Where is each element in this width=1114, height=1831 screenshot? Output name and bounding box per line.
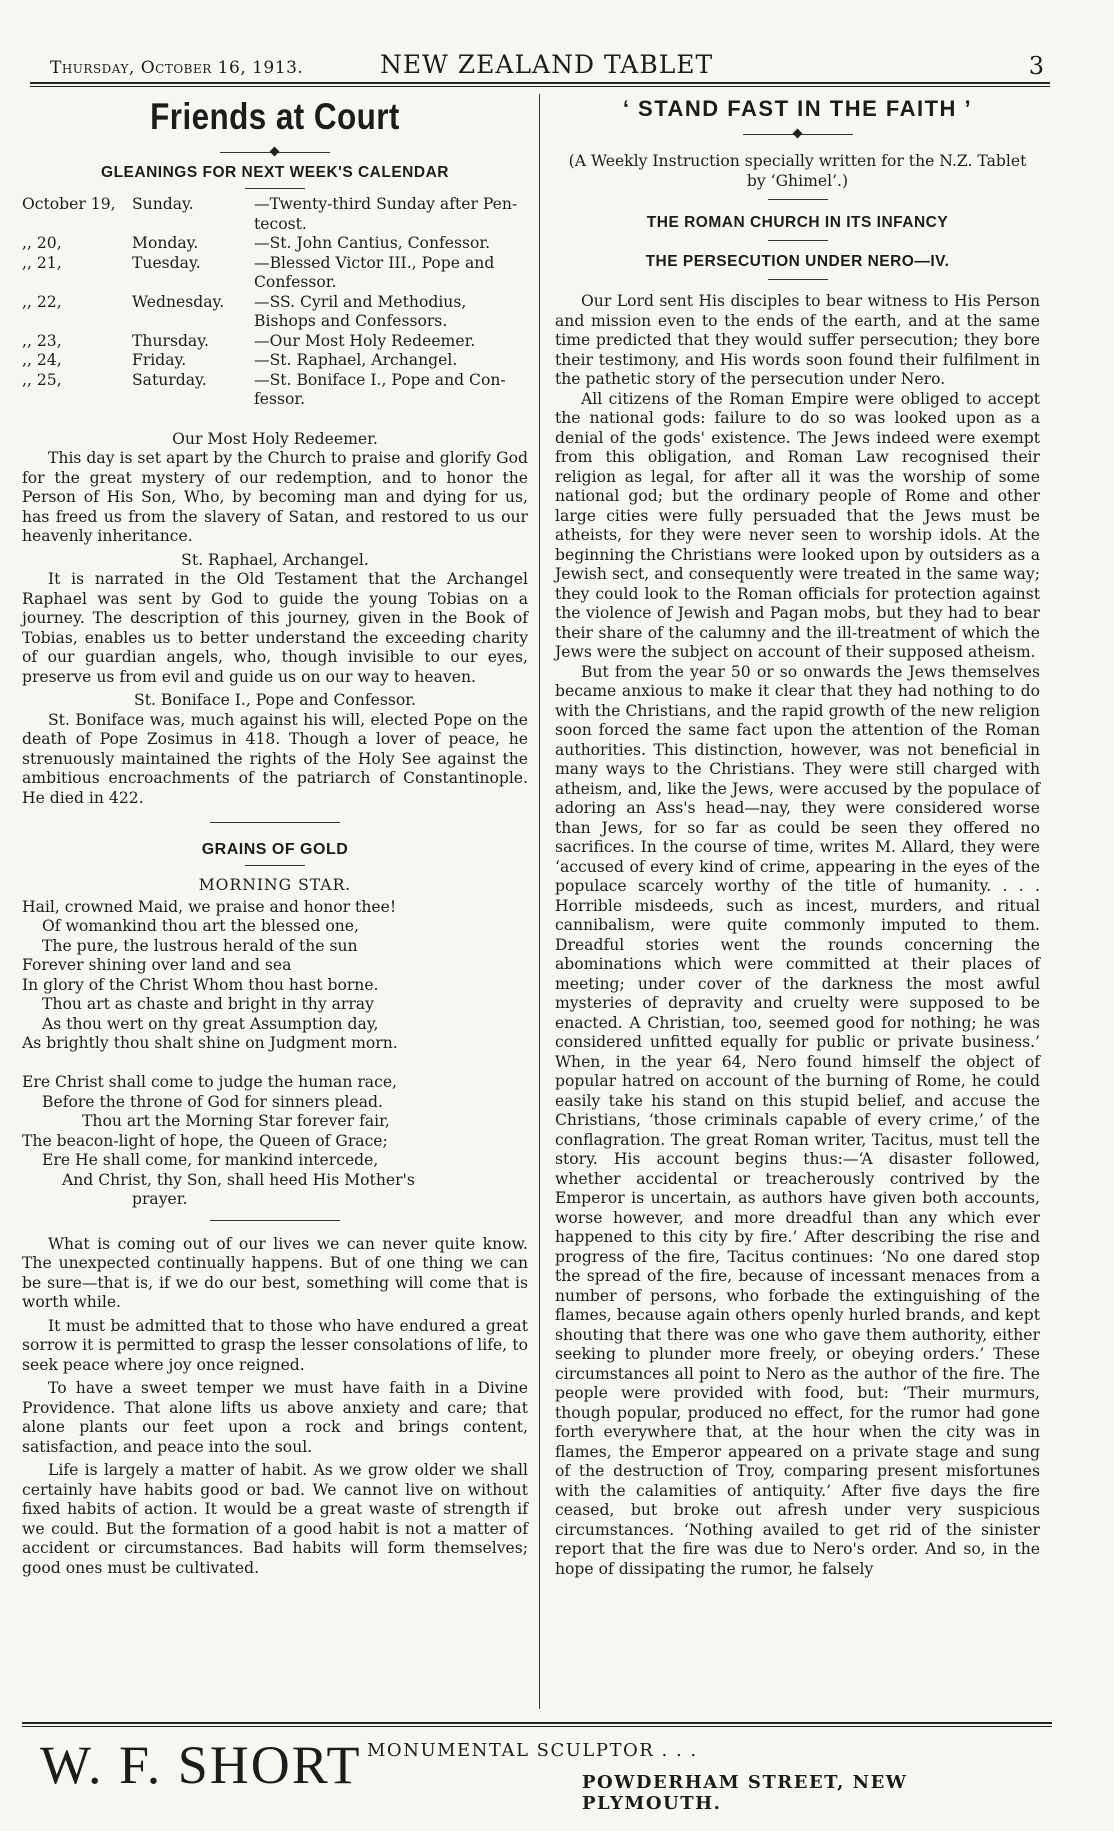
calendar-entry: ,, 24, Friday. —St. Raphael, Archangel. [22,351,458,369]
stand-fast-title: ‘ STAND FAST IN THE FAITH ’ [622,96,973,121]
poem-line: Of womankind thou art the blessed one, [42,917,359,935]
divider [210,1220,340,1221]
calendar-entry: ,, 21, Tuesday. —Blessed Victor III., Pope and Confessor. [22,253,495,291]
newspaper-title: NEW ZEALAND TABLET [380,50,714,79]
divider [768,279,828,280]
footer-rule [22,1722,1052,1727]
feast-paragraph: This day is set apart by the Church to praise and glorify God for the great mystery of our redemption, and to honor the Person of His Son, Who, by becoming man and dying for us, has freed us from the slavery of Satan, and restored to us our heavenly inheritance. [22,449,528,545]
byline: (A Weekly Instruction specially written for the N.Z. Tablet by ‘Ghimel’.) [568,152,1027,190]
poem-line: prayer. [132,1190,188,1208]
poem-line: As brightly thou shalt shine on Judgment morn. [22,1034,398,1052]
maxim-paragraph: Life is largely a matter of habit. As we grow older we shall certainly have habits good or bad. We cannot live on without fixed habits of action. It would be a great waste of strength if we could. But the formation of a good habit is not a matter of accident or circumstances. Bad habits will form themselves; good ones must be cultivated. [22,1461,528,1577]
feast-heading: St. Raphael, Archangel. [181,550,369,569]
friends-at-court-title: Friends at Court [150,96,400,137]
grains-of-gold-heading: GRAINS OF GOLD [201,841,349,858]
gleanings-heading: GLEANINGS FOR NEXT WEEK'S CALENDAR [101,164,449,181]
calendar-entry: ,, 22, Wednesday. —SS. Cyril and Methodius, Bishops and Confessors. [22,292,467,330]
divider [768,240,828,241]
poem [22,898,528,1210]
divider [245,188,305,189]
page-number: 3 [1028,52,1044,80]
poem-line: Thou art as chaste and bright in thy array [42,995,374,1013]
advertiser-trade: MONUMENTAL SCULPTOR . . . [367,1740,698,1761]
advertiser-name: W. F. SHORT [40,1735,362,1795]
poem-line: The beacon-light of hope, the Queen of Grace; [22,1131,388,1150]
stanza-break [22,1054,528,1074]
advertiser-address: POWDERHAM STREET, NEW PLYMOUTH. [582,1772,908,1814]
column-divider [539,94,540,1709]
header-rule [30,82,1050,87]
article-paragraph: Our Lord sent His disciples to bear witness to His Person and mission even to the ends of the earth, and at the same time predicted that they would suffer persecution; they bore their testimony, and His words soon found their fulfilment in the pathetic story of the persecution under Nero. [555,292,1040,388]
maxim-paragraph: To have a sweet temper we must have faith in a Divine Providence. That alone lifts us above anxiety and care; that alone plants our feet upon a rock and brings content, satisfaction, and peace into the soul. [22,1379,528,1456]
article-paragraph: But from the year 50 or so onwards the Jews themselves became anxious to make it clear that they had nothing to do with the Christians, and the rapid growth of the new religion soon forced the same fact upon the attention of the Roman authorities. This distinction, however, was not beneficial in many ways to the Christians. They were still charged with atheism, and, like the Jews, were accused by the populace of adoring an Ass's head—nay, they were considered worse than Jews, for so far as could be seen they offered no sacrifices. In the course of time, writes M. Allard, they were ‘accused of every kind of crime, appearing in the eyes of the populace scarcely worthy of the title of humanity. . . . Horrible misdeeds, such as incest, murders, and ritual cannibalism, were quite commonly imputed to them. Dreadful stories went the rounds concerning the abominations which were committed at their places of meeting; under cover of the darkness the most awful mysteries of depravity and cruelty were supposed to be enacted. A Christian, too, seemed good for nothing; he was considered unfitted equally for public or private business.’ When, in the year 64, Nero found himself the object of popular hatred on account of the burning of Rome, he could easily take his stand on this stupid belief, and accuse the Christians, ‘those criminals capable of every crime,’ of the conflagration. The great Roman writer, Tacitus, must tell the story. His account begins thus:—‘A disaster followed, whether accidental or treacherously contrived by the Emperor is uncertain, as authors have given both accounts, worse however, and more dreadful than any which ever happened to this city by fire.’ After describing the rise and progress of the fire, Tacitus continues: ‘No one dared stop the spread of the fire, because of incessant menaces from a number of persons, who forbade the extinguishing of the flames, because again others openly hurled brands, and kept shouting that there was one who gave them authority, either seeking to plunder more freely, or obeying orders.’ These circumstances all point to Nero as the author of the fire. The people were provided with food, but: ‘Their murmurs, though popular, produced no effect, for the rumor had gone forth everywhere that, at the hour when the city was in flames, the Emperor appeared on a private stage and sung of the destruction of Troy, comparing present misfortunes with the calamities of antiquity.’ After five days the fire ceased, but broke out afresh under very suspicious circumstances. ‘Nothing availed to get rid of the sinister report that the fire was due to Nero's order. And so, in the hope of dissipating the rumor, he falsely [555,662,1040,1578]
poem-line: Ere Christ shall come to judge the human race, [22,1073,398,1091]
poem-line: And Christ, thy Son, shall heed His Mother's [62,1170,415,1189]
calendar-entry: ,, 20, Monday. —St. John Cantius, Confessor. [22,234,491,252]
ornament-rule [220,148,330,158]
article-paragraph: All citizens of the Roman Empire were obliged to accept the national gods: failure to do so was looked upon as a denial of the gods' existence. The Jews indeed were exempt from this obligation, and Roman Law recognised their religion as legal, for after all it was the worship of some national god; but the ordinary people of Rome and other large cities were fully persuaded that the Jews must be atheists, for they were never seen to worship idols. At the beginning the Christians were looked upon by outsiders as a Jewish sect, and consequently were treated in the same way; they could look to the Roman officials for protection against the violence of Jewish and Pagan mobs, but they had to bear their share of the calumny and the ill-treatment of which the Jews were the subject on account of their supposed atheism. [555,389,1040,661]
feast-heading: St. Boniface I., Pope and Confessor. [134,691,416,709]
calendar-entry: October 19, Sunday. —Twenty-third Sunday after Pen- tecost. [22,195,518,233]
feast-heading: Our Most Holy Redeemer. [172,429,378,448]
issue-date: Thursday, October 16, 1913. [50,58,304,78]
calendar-entry: ,, 23, Thursday. —Our Most Holy Redeemer. [22,331,476,350]
poem-line: Thou art the Morning Star forever fair, [82,1112,390,1130]
poem-line: The pure, the lustrous herald of the sun [42,936,358,955]
divider [768,199,828,200]
poem-line: Forever shining over land and sea [22,956,292,974]
right-column [555,96,1040,1711]
subheading-persecution: THE PERSECUTION UNDER NERO—IV. [645,253,950,270]
divider [245,865,305,866]
poem-line: Before the throne of God for sinners plead. [42,1092,383,1111]
calendar-entry: ,, 25, Saturday. —St. Boniface I., Pope and Con- fessor. [22,370,506,408]
divider [210,822,340,823]
page-header [20,46,1050,86]
calendar-list [22,195,528,410]
ornament-rule [743,130,853,140]
poem-title: MORNING STAR. [198,876,352,894]
subheading-roman-church: THE ROMAN CHURCH IN ITS INFANCY [646,214,949,231]
maxim-paragraph: It must be admitted that to those who have endured a great sorrow it is permitted to grasp the lesser consolations of life, to seek peace where joy once reigned. [22,1316,528,1374]
poem-line: Ere He shall come, for mankind intercede, [42,1151,379,1169]
feast-paragraph: St. Boniface was, much against his will, elected Pope on the death of Pope Zosimus in 418. Though a lover of peace, he strenuously maintained the rights of the Holy See against the ambitious encroachments of the patriarch of Constantinople. He died in 422. [22,710,528,807]
left-column [22,96,528,1711]
poem-line: In glory of the Christ Whom thou hast borne. [22,975,379,994]
poem-line: Hail, crowned Maid, we praise and honor thee! [22,897,397,916]
poem-line: As thou wert on thy great Assumption day, [42,1014,379,1033]
feast-paragraph: It is narrated in the Old Testament that the Archangel Raphael was sent by God to guide the young Tobias on a journey. The description of this journey, given in the Book of Tobias, enables us to better understand the exceeding charity of our guardian angels, who, though invisible to our eyes, preserve us from evil and guide us on our way to heaven. [22,570,528,686]
maxim-paragraph: What is coming out of our lives we can never quite know. The unexpected continually happens. But of one thing we can be sure—that is, if we do our best, something will come that is worth while. [22,1234,528,1311]
advertisement [22,1728,1052,1828]
